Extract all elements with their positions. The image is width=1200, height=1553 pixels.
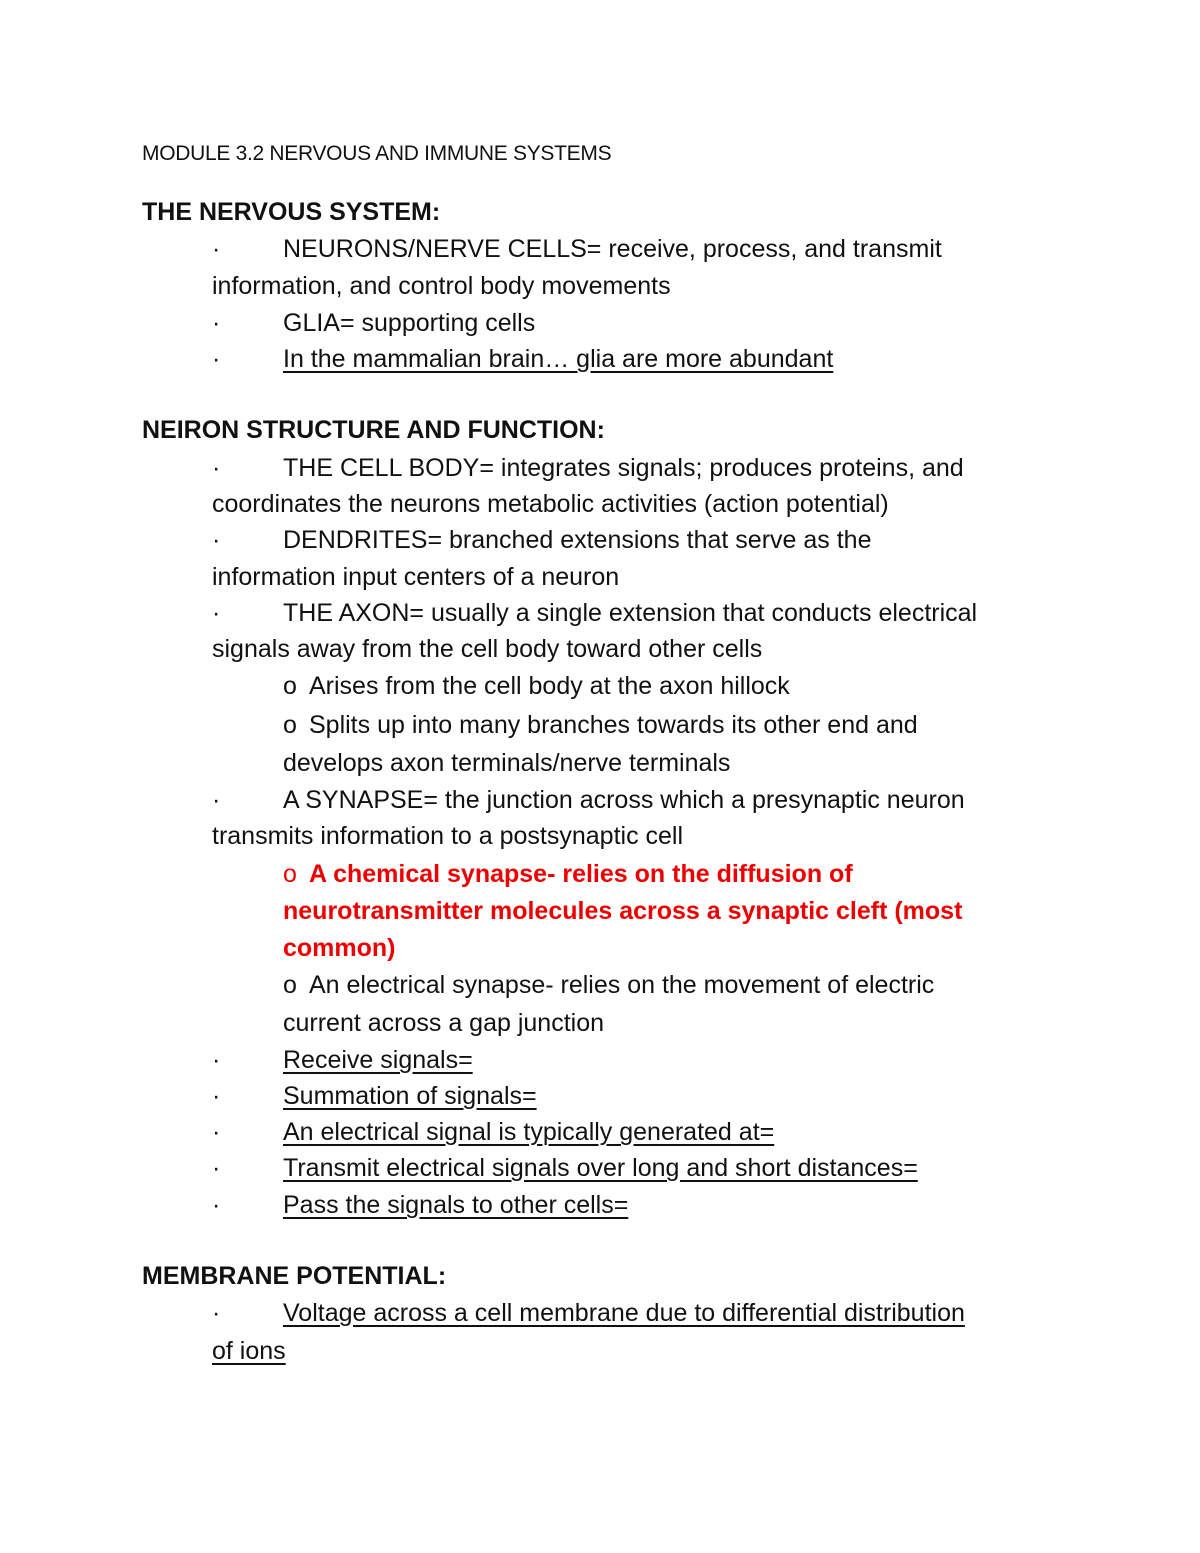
glia-text: GLIA= supporting cells <box>283 309 536 337</box>
bullet-icon: · <box>212 1191 221 1219</box>
section-heading-neuron-structure: NEIRON STRUCTURE AND FUNCTION: <box>142 416 605 444</box>
synapse-text-cont: transmits information to a postsynaptic cell <box>212 822 684 850</box>
dendrites-text-cont: information input centers of a neuron <box>212 563 620 591</box>
synapse-text: A SYNAPSE= the junction across which a presynaptic neuron <box>283 786 965 814</box>
chemical-synapse-text-cont: neurotransmitter molecules across a synaptic cleft (most <box>283 897 963 925</box>
bullet-icon: · <box>212 1118 221 1146</box>
neurons-text-cont: information, and control body movements <box>212 272 671 300</box>
voltage-text-cont: of ions <box>212 1337 286 1365</box>
transmit-signals-text: Transmit electrical signals over long and short distances= <box>283 1154 918 1182</box>
bullet-icon: · <box>212 526 221 554</box>
module-title: MODULE 3.2 NERVOUS AND IMMUNE SYSTEMS <box>142 142 612 165</box>
section-heading-membrane-potential: MEMBRANE POTENTIAL: <box>142 1262 447 1290</box>
axon-text: THE AXON= usually a single extension that conducts electrical <box>283 599 978 627</box>
receive-signals-text: Receive signals= <box>283 1046 473 1074</box>
sub-bullet-icon: o <box>283 860 297 888</box>
bullet-icon: · <box>212 235 221 263</box>
bullet-icon: · <box>212 786 221 814</box>
bullet-icon: · <box>212 1154 221 1182</box>
bullet-icon: · <box>212 309 221 337</box>
pass-signals-text: Pass the signals to other cells= <box>283 1191 629 1219</box>
axon-branches-text: Splits up into many branches towards its other end and <box>309 711 918 739</box>
bullet-icon: · <box>212 454 221 482</box>
electrical-synapse-text: An electrical synapse- relies on the movement of electric <box>309 971 935 999</box>
bullet-icon: · <box>212 1082 221 1110</box>
axon-branches-text-cont: develops axon terminals/nerve terminals <box>283 749 731 777</box>
summation-text: Summation of signals= <box>283 1082 537 1110</box>
neurons-text: NEURONS/NERVE CELLS= receive, process, and transmit <box>283 235 942 263</box>
sub-bullet-icon: o <box>283 711 297 739</box>
sub-bullet-icon: o <box>283 672 297 700</box>
dendrites-text: DENDRITES= branched extensions that serve as the <box>283 526 872 554</box>
cell-body-text-cont: coordinates the neurons metabolic activities (action potential) <box>212 490 889 518</box>
bullet-icon: · <box>212 1299 221 1327</box>
signal-generated-text: An electrical signal is typically generated at= <box>283 1118 775 1146</box>
electrical-synapse-text-cont: current across a gap junction <box>283 1009 605 1037</box>
cell-body-text: THE CELL BODY= integrates signals; produces proteins, and <box>283 454 964 482</box>
mammalian-brain-text: In the mammalian brain… glia are more abundant <box>283 345 834 373</box>
voltage-text: Voltage across a cell membrane due to differential distribution <box>283 1299 965 1327</box>
bullet-icon: · <box>212 345 221 373</box>
bullet-icon: · <box>212 599 221 627</box>
chemical-synapse-text: A chemical synapse- relies on the diffusion of <box>309 860 853 888</box>
chemical-synapse-text-cont2: common) <box>283 934 396 962</box>
section-heading-nervous-system: THE NERVOUS SYSTEM: <box>142 198 441 226</box>
sub-bullet-icon: o <box>283 971 297 999</box>
axon-hillock-text: Arises from the cell body at the axon hillock <box>309 672 790 700</box>
bullet-icon: · <box>212 1046 221 1074</box>
axon-text-cont: signals away from the cell body toward other cells <box>212 635 763 663</box>
